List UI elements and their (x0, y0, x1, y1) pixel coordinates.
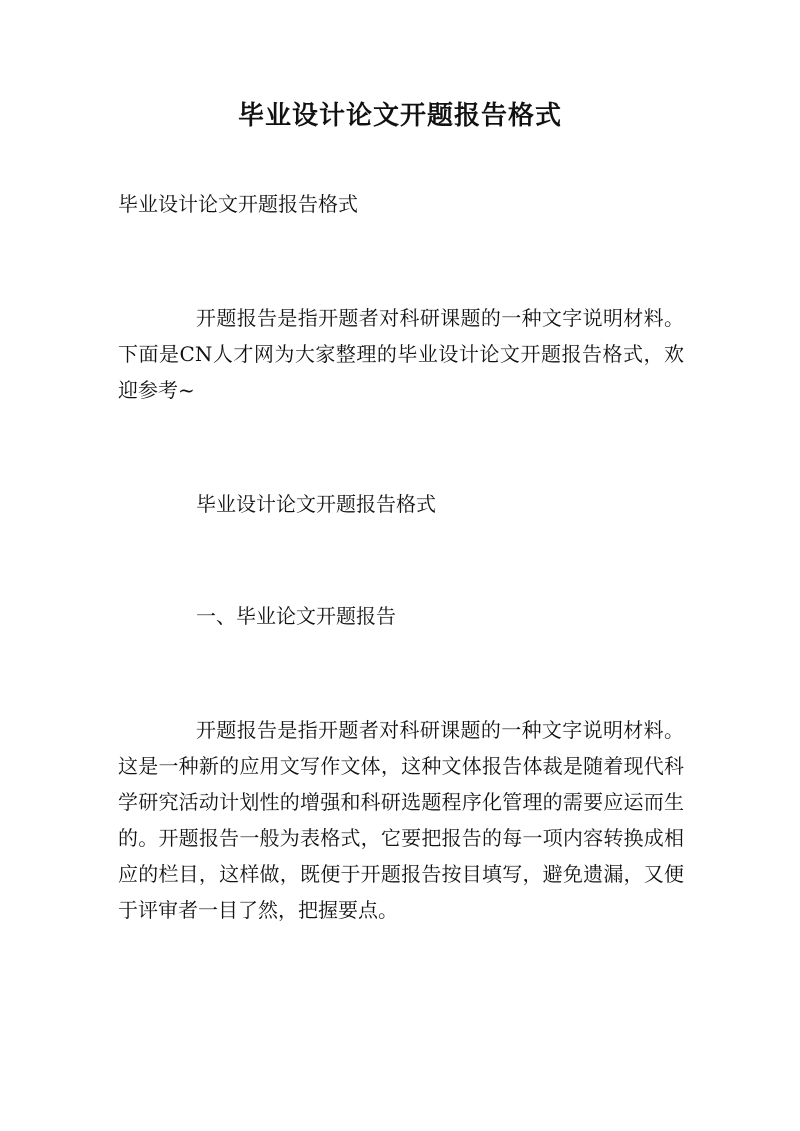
subtitle-line: 毕业设计论文开题报告格式 (118, 192, 358, 216)
subsection-heading: 一、毕业论文开题报告 (196, 604, 396, 628)
section-heading: 毕业设计论文开题报告格式 (196, 492, 436, 516)
intro-paragraph: 开题报告是指开题者对科研课题的一种文字说明材料。下面是CN人才网为大家整理的毕业设计论文开题报告格式，欢迎参考~ (118, 306, 684, 402)
document-title: 毕业设计论文开题报告格式 (237, 101, 562, 131)
body-paragraph: 开题报告是指开题者对科研课题的一种文字说明材料。这是一种新的应用文写作文体，这种文体报告体裁是随着现代科学研究活动计划性的增强和科研选题程序化管理的需要应运而生的。开题报告一般为表格式，它要把报告的每一项内容转换成相应的栏目，这样做，既便于开题报告按目填写，避免遗漏，又便于评审者一目了然，把握要点。 (118, 718, 684, 922)
